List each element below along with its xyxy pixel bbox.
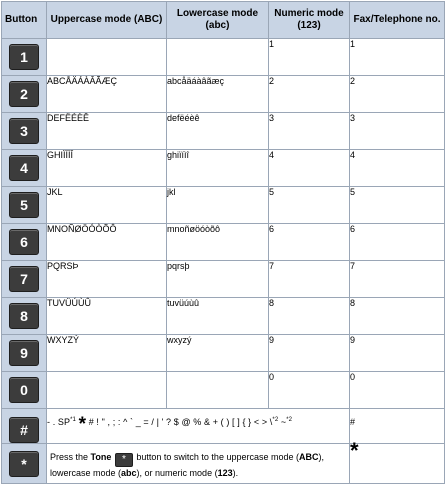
uppercase-cell: MNOÑØÖÓÒÕÔ — [47, 224, 167, 261]
table-row — [2, 76, 445, 113]
key-hash-button: # — [9, 417, 39, 443]
fax-cell: 1 — [350, 39, 445, 76]
key-6-button: 6 — [9, 229, 39, 255]
mode-numeric: 123 — [217, 468, 233, 478]
fax-cell: 5 — [350, 187, 445, 224]
uppercase-cell: DEFËÉÈÊ — [47, 113, 167, 150]
numeric-cell: 8 — [269, 298, 350, 335]
table-row — [2, 113, 445, 150]
uppercase-cell: TUVÜÚÙÛ — [47, 298, 167, 335]
mode-abc-lower: abc — [121, 468, 137, 478]
fax-cell: 8 — [350, 298, 445, 335]
table-row — [2, 187, 445, 224]
symbols-part1: - . SP — [47, 417, 71, 427]
lowercase-cell: defëéèê — [167, 113, 269, 150]
symbols-part2: # ! " , ; : ^ ` _ = / | ' ? $ @ % & + ( ) [ ] { } < > \ — [88, 417, 273, 427]
fax-cell: 0 — [350, 372, 445, 409]
lowercase-cell: tuvüúùû — [167, 298, 269, 335]
key-7-button: 7 — [9, 266, 39, 292]
symbols-text — [47, 414, 293, 435]
numeric-cell: 7 — [269, 261, 350, 298]
table-row — [2, 150, 445, 187]
lowercase-cell: abcåäáàâãæç — [167, 76, 269, 113]
key-2-button: 2 — [9, 81, 39, 107]
footnote-1-marker: *1 — [70, 417, 76, 423]
asterisk-symbol: * — [78, 414, 87, 435]
key-0-button: 0 — [9, 377, 39, 403]
lowercase-cell: jkl — [167, 187, 269, 224]
header-button: Button — [2, 2, 47, 39]
lowercase-cell — [167, 39, 269, 76]
table-row — [2, 261, 445, 298]
numeric-cell: 5 — [269, 187, 350, 224]
symbols-cell — [47, 409, 350, 444]
key-star-button: * — [9, 451, 39, 477]
tone-key-icon: * — [115, 453, 133, 467]
fax-cell: 9 — [350, 335, 445, 372]
key-9-button: 9 — [9, 340, 39, 366]
table-row — [2, 335, 445, 372]
numeric-cell: 3 — [269, 113, 350, 150]
table-row — [2, 298, 445, 335]
footnote-2-marker: *2 — [272, 417, 279, 423]
numeric-cell: 4 — [269, 150, 350, 187]
uppercase-cell: JKL — [47, 187, 167, 224]
symbol-row — [2, 409, 445, 444]
fax-cell: 2 — [350, 76, 445, 113]
key-8-button: 8 — [9, 303, 39, 329]
numeric-cell: 9 — [269, 335, 350, 372]
lowercase-cell — [167, 372, 269, 409]
fax-cell: 4 — [350, 150, 445, 187]
uppercase-cell — [47, 372, 167, 409]
uppercase-cell: ABCÅÄÁÀÂÃÆÇ — [47, 76, 167, 113]
asterisk-symbol-fax: * — [350, 438, 359, 463]
mode-abc-upper: ABC — [298, 452, 319, 462]
lowercase-cell: mnoñøöóòõô — [167, 224, 269, 261]
fax-cell: 6 — [350, 224, 445, 261]
table-row — [2, 39, 445, 76]
numeric-cell: 1 — [269, 39, 350, 76]
tilde-symbol: ~ — [280, 417, 287, 427]
uppercase-cell: GHIÏÍÌÎ — [47, 150, 167, 187]
uppercase-cell — [47, 39, 167, 76]
table-row — [2, 224, 445, 261]
fax-cell — [350, 438, 445, 484]
uppercase-cell: PQRSÞ — [47, 261, 167, 298]
header-uppercase: Uppercase mode (ABC) — [47, 2, 167, 39]
header-fax: Fax/Telephone no. — [350, 2, 445, 39]
numeric-cell: 6 — [269, 224, 350, 261]
numeric-cell: 2 — [269, 76, 350, 113]
lowercase-cell: pqrsþ — [167, 261, 269, 298]
numeric-cell: 0 — [269, 372, 350, 409]
header-row — [2, 2, 445, 39]
tone-instructions: Press the Tone * button to switch to the uppercase mode (ABC), lowercase mode (abc), or numeric mode (123). — [47, 444, 350, 484]
lowercase-cell: ghiïíìî — [167, 150, 269, 187]
key-3-button: 3 — [9, 118, 39, 144]
table-row — [2, 372, 445, 409]
footnote-2-marker-b: *2 — [286, 417, 293, 423]
uppercase-cell: WXYZÝ — [47, 335, 167, 372]
tone-row — [2, 444, 445, 484]
fax-cell: 7 — [350, 261, 445, 298]
key-4-button: 4 — [9, 155, 39, 181]
lowercase-cell: wxyzý — [167, 335, 269, 372]
tone-label: Tone — [90, 452, 112, 462]
fax-cell: # — [350, 409, 445, 444]
header-numeric: Numeric mode (123) — [269, 2, 350, 39]
key-1-button: 1 — [9, 44, 39, 70]
key-5-button: 5 — [9, 192, 39, 218]
character-input-table — [1, 1, 445, 484]
fax-cell: 3 — [350, 113, 445, 150]
header-lowercase: Lowercase mode (abc) — [167, 2, 269, 39]
